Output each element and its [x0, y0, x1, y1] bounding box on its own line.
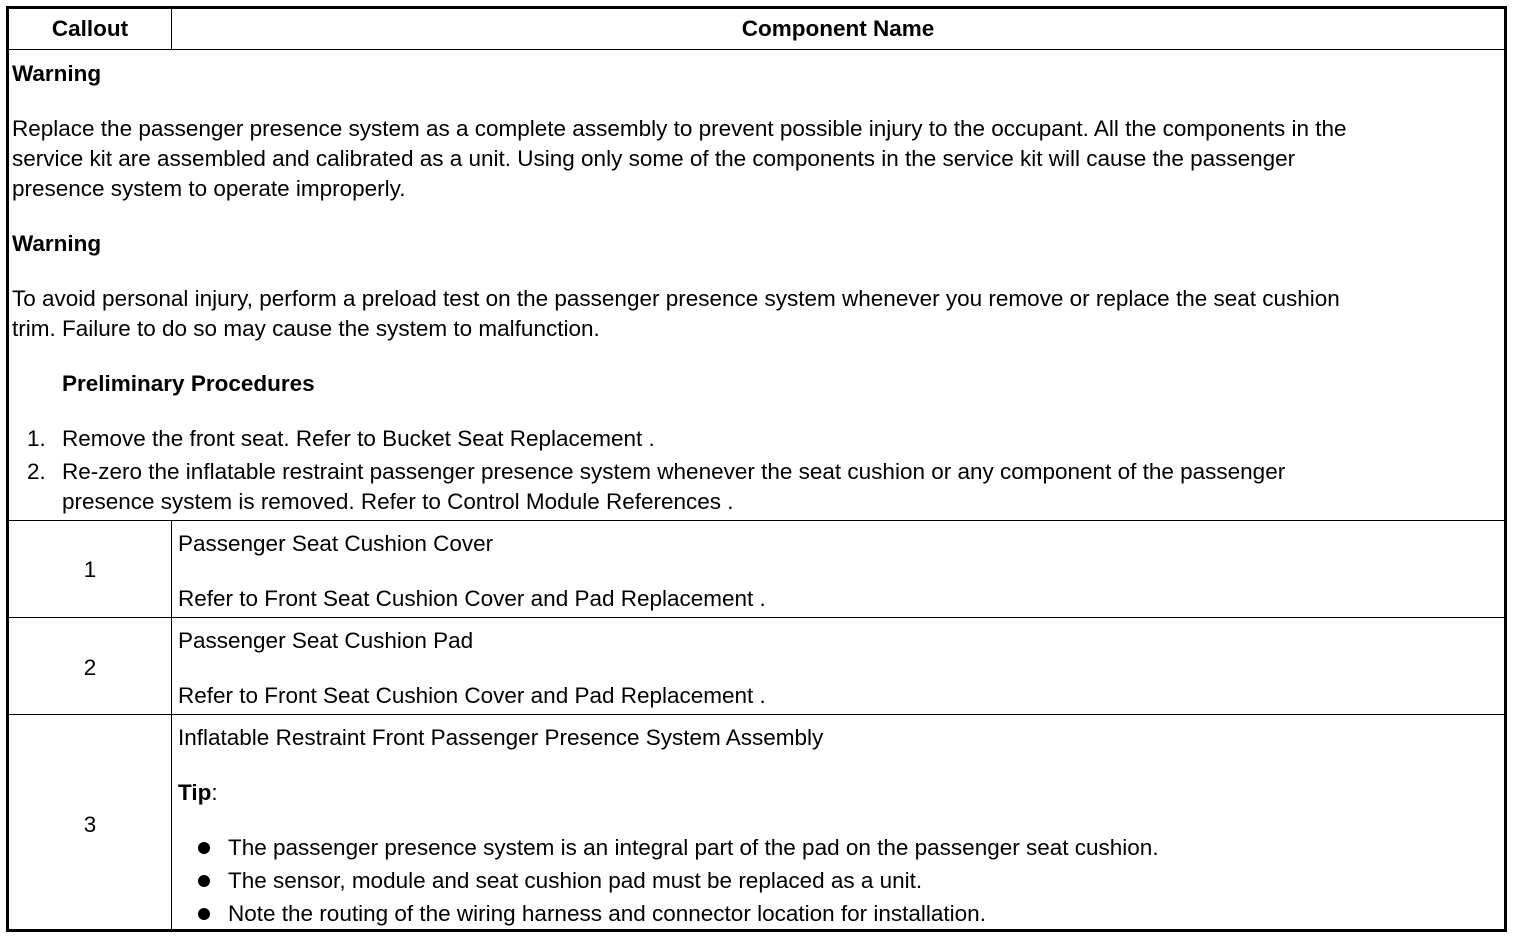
tip-item: The sensor, module and seat cushion pad must be replaced as a unit.: [228, 868, 923, 893]
tip-colon: :: [211, 780, 218, 805]
callout-number: 3: [83, 812, 97, 837]
body-column-divider: [171, 520, 172, 929]
row-divider-1: [9, 520, 1504, 521]
header-component-name: Component Name: [741, 16, 935, 41]
header-callout: Callout: [51, 16, 129, 41]
component-table: [6, 6, 1507, 932]
component-name: Inflatable Restraint Front Passenger Presence System Assembly: [178, 725, 824, 750]
warning-text-line: trim. Failure to do so may cause the system to malfunction.: [12, 316, 600, 341]
step-text: presence system is removed. Refer to Control Module References .: [62, 489, 734, 514]
warning-title: Warning: [12, 61, 102, 86]
tip-label-line: [178, 778, 218, 808]
callout-number: 2: [83, 655, 97, 680]
preliminary-procedures-title: Preliminary Procedures: [62, 371, 315, 396]
tip-item: The passenger presence system is an integral part of the pad on the passenger seat cushion.: [228, 835, 1159, 860]
bullet-icon: [198, 908, 210, 920]
step-text: Remove the front seat. Refer to Bucket Seat Replacement .: [62, 426, 655, 451]
bullet-icon: [198, 875, 210, 887]
warning-text-line: presence system to operate improperly.: [12, 176, 406, 201]
row-divider-3: [9, 714, 1504, 715]
row-divider-2: [9, 617, 1504, 618]
component-name: Passenger Seat Cushion Pad: [178, 628, 474, 653]
warning-title: Warning: [12, 231, 102, 256]
component-reference-link[interactable]: Refer to Front Seat Cushion Cover and Pad Replacement .: [178, 586, 766, 611]
callout-number: 1: [83, 557, 97, 582]
component-name: Passenger Seat Cushion Cover: [178, 531, 494, 556]
component-reference-link[interactable]: Refer to Front Seat Cushion Cover and Pad Replacement .: [178, 683, 766, 708]
warning-text-line: service kit are assembled and calibrated as a unit. Using only some of the components in the service kit will cause the passenger: [12, 146, 1296, 171]
header-divider: [9, 49, 1504, 50]
tip-label: Tip: [178, 780, 212, 805]
step-number: 1.: [27, 426, 46, 451]
warning-text-line: Replace the passenger presence system as a complete assembly to prevent possible injury to the occupant. All the components in the: [12, 116, 1347, 141]
tip-item: Note the routing of the wiring harness and connector location for installation.: [228, 901, 986, 926]
step-text: Re-zero the inflatable restraint passenger presence system whenever the seat cushion or any component of the passenger: [62, 459, 1286, 484]
bullet-icon: [198, 842, 210, 854]
step-number: 2.: [27, 459, 46, 484]
warning-text-line: To avoid personal injury, perform a preload test on the passenger presence system whenever you remove or replace the seat cushion: [12, 286, 1340, 311]
